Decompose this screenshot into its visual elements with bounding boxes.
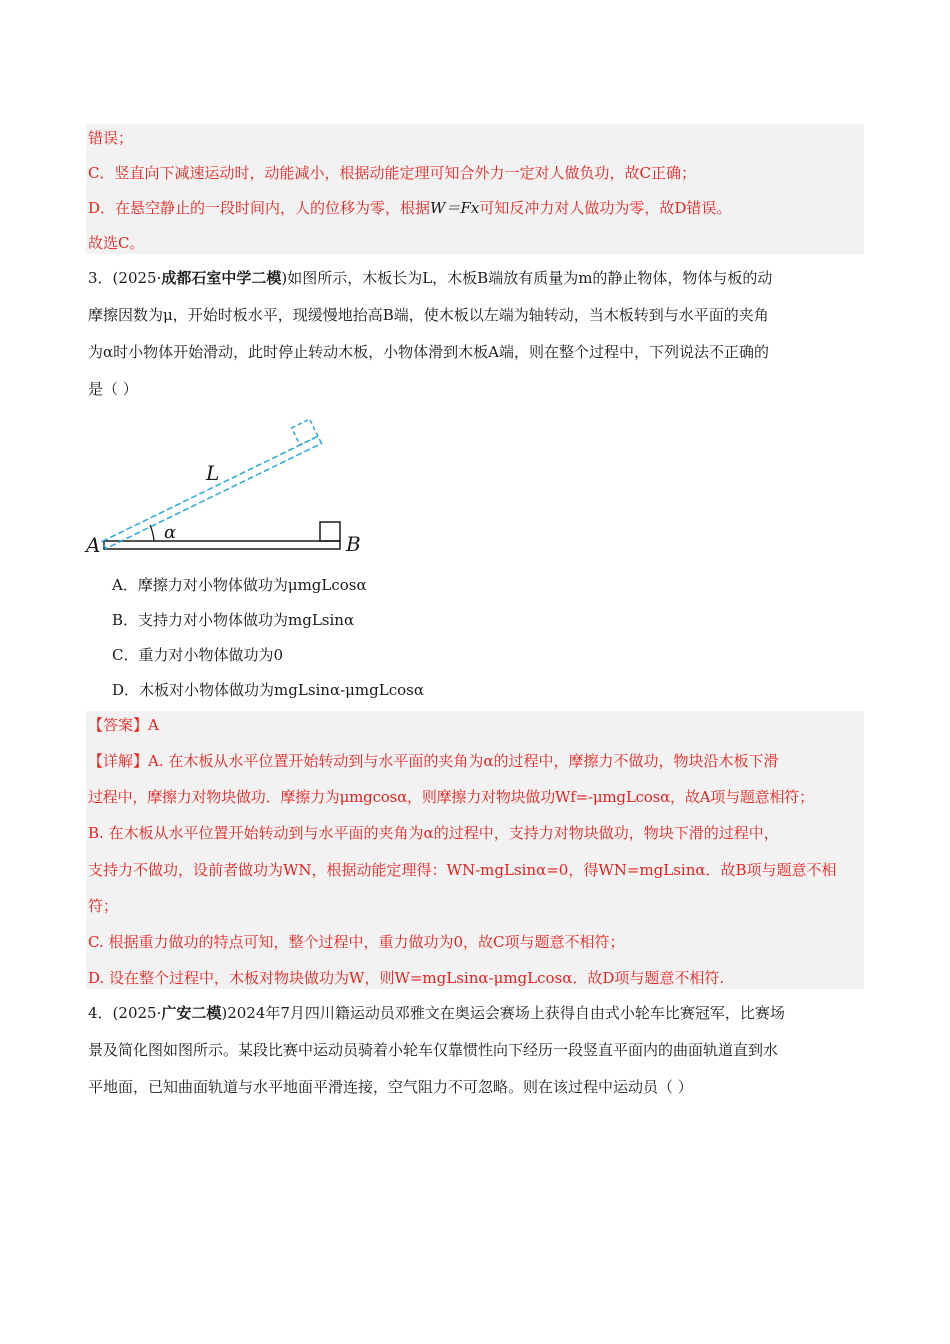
q3-stem-line-3: 为α时小物体开始滑动，此时停止转动木板，小物体滑到木板A端，则在整个过程中，下列说法不正确的 — [88, 343, 769, 361]
q3-detail-line-7: D. 设在整个过程中，木板对物块做功为W，则W=mgLsinα-μmgLcosα．故D项与题意不相符. — [88, 969, 725, 987]
q3-detail-line-2: 过程中，摩擦力对物块做功．摩擦力为μmgcosα，则摩擦力对物块做功Wf=-μmgLcosα，故A项与题意相符； — [88, 788, 814, 806]
tilted-block — [292, 419, 318, 445]
angle-arc — [150, 525, 154, 541]
q4-stem-1: )2024年7月四川籍运动员邓雅文在奥运会赛场上获得自由式小轮车比赛冠军，比赛场 — [221, 1004, 785, 1022]
inclined-board-figure — [84, 412, 384, 564]
label-alpha: α — [164, 522, 177, 543]
prev-solution-line-2: C．竖直向下减速运动时，动能减小，根据动能定理可知合外力一定对人做负功，故C正确； — [88, 164, 696, 182]
q4-source: 广安二模 — [161, 1004, 222, 1022]
work-formula: W＝Fx — [430, 199, 480, 217]
q4-stem-line-3: 平地面，已知曲面轨道与水平地面平滑连接，空气阻力不可忽略。则在该过程中运动员（ ） — [88, 1078, 693, 1096]
prev-solution-block — [86, 124, 864, 254]
label-B: B — [346, 532, 361, 556]
q3-source: 成都石室中学二模 — [161, 269, 282, 287]
q3-stem-line-2: 摩擦因数为μ，开始时板水平，现缓慢地抬高B端，使木板以左端为轴转动，当木板转到与水平面的夹角 — [88, 306, 769, 324]
block-on-board — [320, 522, 340, 541]
prev-solution-line-1: 错误； — [88, 129, 134, 147]
q3-detail-line-6: C. 根据重力做功的特点可知，整个过程中，重力做功为0，故C项与题意不相符； — [88, 933, 625, 951]
prev-solution-line-3a: D．在悬空静止的一段时间内，人的位移为零，根据 — [88, 199, 431, 217]
label-L: L — [206, 461, 220, 485]
q3-detail-line-4: 支持力不做功，设前者做功为WN，根据动能定理得：WN-mgLsinα=0，得WN=mgLsinα．故B项与题意不相 — [88, 861, 837, 879]
q3-option-d: D．木板对小物体做功为mgLsinα-μmgLcosα — [112, 681, 424, 699]
q4-stem-line-2: 景及简化图如图所示。某段比赛中运动员骑着小轮车仅靠惯性向下经历一段竖直平面内的曲面轨道直到水 — [88, 1041, 779, 1059]
horizontal-board — [104, 541, 340, 549]
q3-number: 3．(2025· — [88, 269, 162, 287]
q3-stem-line-4: 是（ ） — [88, 380, 138, 398]
q3-option-a: A．摩擦力对小物体做功为μmgLcosα — [112, 576, 367, 594]
q3-option-c: C．重力对小物体做功为0 — [112, 646, 284, 664]
q3-answer: 【答案】A — [88, 716, 159, 734]
q3-detail-line-1: 【详解】A. 在木板从水平位置开始转动到与水平面的夹角为α的过程中，摩擦力不做功，物块沿木板下滑 — [88, 752, 779, 770]
prev-solution-line-4: 故选C。 — [88, 234, 145, 252]
q3-detail-line-5: 符； — [88, 897, 119, 915]
q3-option-b: B．支持力对小物体做功为mgLsinα — [112, 611, 355, 629]
q4-stem-line-1 — [88, 1003, 785, 1023]
label-A: A — [86, 533, 101, 557]
q3-stem-1: )如图所示，木板长为L，木板B端放有质量为m的静止物体，物体与板的动 — [281, 269, 773, 287]
prev-solution-line-3 — [88, 198, 731, 218]
prev-solution-line-3b: 可知反冲力对人做功为零，故D错误。 — [479, 199, 732, 217]
q3-stem-line-1 — [88, 268, 772, 288]
q3-detail-line-3: B. 在木板从水平位置开始转动到与水平面的夹角为α的过程中，支持力对物块做功，物块下滑的过程中， — [88, 824, 779, 842]
q4-number: 4．(2025· — [88, 1004, 162, 1022]
